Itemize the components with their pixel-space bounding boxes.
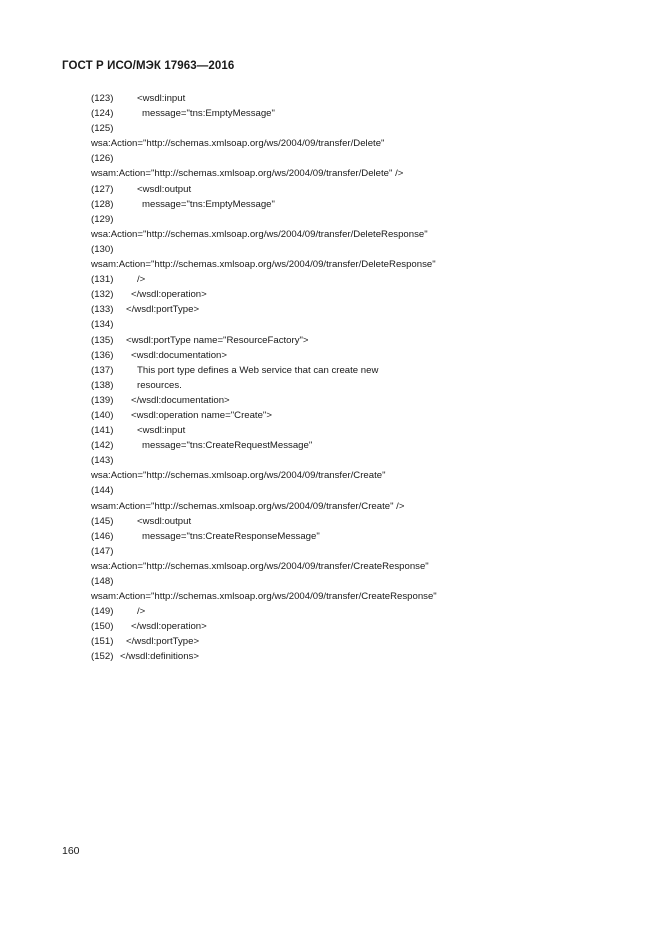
code-line	[91, 483, 611, 498]
line-text: />	[137, 606, 146, 618]
line-text: <wsdl:documentation>	[131, 349, 227, 361]
line-continuation: wsa:Action="http://schemas.xmlsoap.org/ws/2004/09/transfer/Delete"	[91, 138, 385, 150]
line-number: (149)	[91, 606, 114, 618]
code-line	[91, 317, 611, 332]
line-number: (136)	[91, 349, 114, 361]
code-line	[91, 514, 611, 529]
code-line	[91, 348, 611, 363]
code-line	[91, 634, 611, 649]
line-text: </wsdl:portType>	[126, 636, 200, 648]
line-continuation: wsam:Action="http://schemas.xmlsoap.org/ws/2004/09/transfer/Create" />	[91, 500, 405, 512]
line-number: (146)	[91, 530, 114, 542]
line-text: </wsdl:documentation>	[131, 394, 230, 406]
code-line	[91, 423, 611, 438]
line-text: />	[137, 274, 146, 286]
code-line	[91, 393, 611, 408]
line-text: message="tns:EmptyMessage"	[142, 108, 275, 120]
code-line	[91, 121, 611, 136]
code-line	[91, 166, 611, 181]
code-line	[91, 559, 611, 574]
line-text: </wsdl:portType>	[126, 304, 200, 316]
code-line	[91, 182, 611, 197]
code-line	[91, 106, 611, 121]
code-line	[91, 257, 611, 272]
line-number: (148)	[91, 576, 114, 587]
line-number: (134)	[91, 319, 114, 331]
line-number: (133)	[91, 304, 114, 316]
code-line	[91, 212, 611, 227]
line-continuation: wsam:Action="http://schemas.xmlsoap.org/ws/2004/09/transfer/Delete" />	[91, 168, 404, 180]
line-continuation: wsa:Action="http://schemas.xmlsoap.org/ws/2004/09/transfer/DeleteResponse"	[91, 228, 428, 240]
code-line	[91, 91, 611, 106]
line-text: <wsdl:output	[137, 515, 192, 527]
line-text: </wsdl:operation>	[131, 621, 207, 633]
code-line	[91, 136, 611, 151]
line-number: (147)	[91, 545, 114, 557]
line-number: (141)	[91, 425, 114, 437]
line-text: This port type defines a Web service that can create new	[137, 364, 379, 376]
line-number: (129)	[91, 213, 114, 225]
line-number: (131)	[91, 274, 114, 286]
code-line	[91, 544, 611, 559]
line-number: (140)	[91, 409, 114, 421]
line-number: (152)	[91, 651, 114, 663]
code-line	[91, 333, 611, 348]
code-line	[91, 619, 611, 634]
code-line	[91, 574, 611, 589]
line-number: (137)	[91, 364, 114, 376]
line-number: (139)	[91, 394, 114, 406]
line-continuation: wsa:Action="http://schemas.xmlsoap.org/ws/2004/09/transfer/Create"	[91, 470, 386, 482]
line-number: (142)	[91, 440, 114, 452]
code-line	[91, 453, 611, 468]
code-line	[91, 378, 611, 393]
code-line	[91, 227, 611, 242]
line-text: </wsdl:definitions>	[120, 651, 199, 663]
line-number: (151)	[91, 636, 114, 648]
line-number: (123)	[91, 93, 114, 104]
code-line	[91, 438, 611, 453]
code-line	[91, 197, 611, 212]
code-line	[91, 302, 611, 317]
line-number: (144)	[91, 485, 114, 497]
code-line	[91, 242, 611, 257]
line-number: (128)	[91, 198, 114, 210]
line-number: (138)	[91, 379, 114, 391]
code-line	[91, 589, 611, 604]
code-line	[91, 604, 611, 619]
line-number: (132)	[91, 289, 114, 301]
line-text: message="tns:CreateResponseMessage"	[142, 530, 320, 542]
line-text: <wsdl:operation name="Create">	[131, 409, 272, 421]
line-text: </wsdl:operation>	[131, 289, 207, 301]
code-line	[91, 649, 611, 664]
line-text: <wsdl:input	[137, 93, 186, 104]
code-line	[91, 408, 611, 423]
page-number: 160	[62, 845, 80, 857]
line-number: (130)	[91, 243, 114, 255]
line-number: (125)	[91, 123, 114, 135]
line-number: (127)	[91, 183, 114, 195]
line-text: <wsdl:portType name="ResourceFactory">	[126, 334, 309, 346]
code-line	[91, 272, 611, 287]
line-number: (150)	[91, 621, 114, 633]
document-header: ГОСТ Р ИСО/МЭК 17963—2016	[62, 60, 235, 72]
line-text: <wsdl:output	[137, 183, 192, 195]
code-line	[91, 499, 611, 514]
line-number: (135)	[91, 334, 114, 346]
line-number: (126)	[91, 153, 114, 165]
code-line	[91, 529, 611, 544]
code-line	[91, 363, 611, 378]
code-line	[91, 468, 611, 483]
line-number: (124)	[91, 108, 114, 120]
line-text: <wsdl:input	[137, 425, 186, 437]
code-line	[91, 151, 611, 166]
line-text: message="tns:CreateRequestMessage"	[142, 440, 313, 452]
line-continuation: wsam:Action="http://schemas.xmlsoap.org/ws/2004/09/transfer/DeleteResponse"	[91, 259, 436, 271]
line-text: message="tns:EmptyMessage"	[142, 198, 275, 210]
line-continuation: wsa:Action="http://schemas.xmlsoap.org/ws/2004/09/transfer/CreateResponse"	[91, 560, 429, 572]
line-number: (143)	[91, 455, 114, 467]
code-line	[91, 287, 611, 302]
code-listing	[91, 91, 611, 665]
line-text: resources.	[137, 379, 182, 391]
line-continuation: wsam:Action="http://schemas.xmlsoap.org/ws/2004/09/transfer/CreateResponse"	[91, 591, 437, 603]
line-number: (145)	[91, 515, 114, 527]
